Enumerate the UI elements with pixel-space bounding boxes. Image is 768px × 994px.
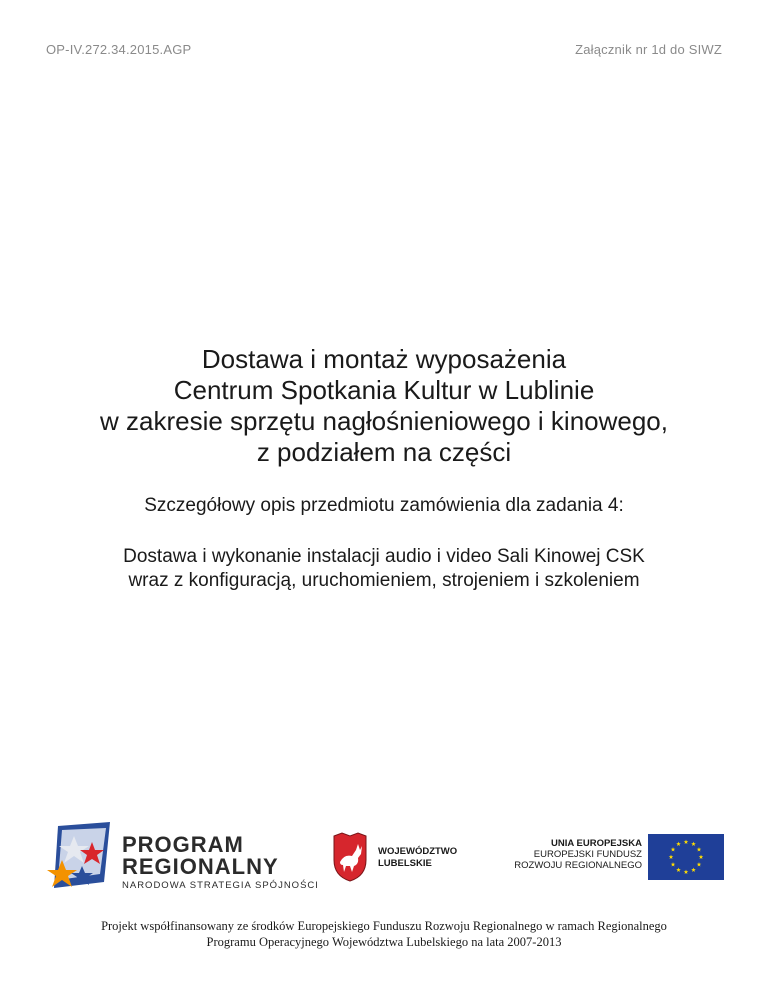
attachment-label: Załącznik nr 1d do SIWZ — [575, 42, 722, 57]
title-line: Centrum Spotkania Kultur w Lublinie — [173, 375, 595, 405]
eu-union-line: UNIA EUROPEJSKA — [551, 838, 642, 849]
eu-label — [514, 838, 642, 871]
title-line: z podziałem na części — [256, 437, 512, 467]
logos-bar — [0, 820, 768, 896]
eu-fund-line: EUROPEJSKI FUNDUSZ — [533, 849, 642, 860]
program-regionalny-logo — [44, 820, 334, 896]
document-subtitle: Szczegółowy opis przedmiotu zamówienia dla zadania 4: — [144, 495, 624, 516]
wojewodztwo-line: WOJEWÓDZTWO — [378, 846, 458, 857]
coat-of-arms-icon — [328, 832, 372, 882]
funding-line: Programu Operacyjnego Województwa Lubelskiego na lata 2007-2013 — [206, 935, 562, 949]
eu-regional-line: ROZWOJU REGIONALNEGO — [514, 860, 642, 871]
document-title — [0, 344, 768, 468]
wojewodztwo-lubelskie-logo — [328, 832, 488, 886]
program-regionalny-emblem-icon — [44, 822, 114, 894]
funding-line: Projekt współfinansowany ze środków Europejskiego Funduszu Rozwoju Regionalnego w ramach Regionalnego — [101, 919, 667, 933]
funding-note — [0, 918, 768, 950]
eu-logo — [496, 834, 724, 882]
lubelskie-line: LUBELSKIE — [378, 858, 432, 869]
eu-flag-icon — [648, 834, 724, 880]
wojewodztwo-label — [378, 846, 457, 870]
description-line: Dostawa i wykonanie instalacji audio i video Sali Kinowej CSK — [123, 546, 645, 567]
program-label: PROGRAM — [122, 832, 244, 857]
strategy-label: NARODOWA STRATEGIA SPÓJNOŚCI — [122, 880, 319, 891]
title-line: w zakresie sprzętu nagłośnieniowego i kinowego, — [100, 406, 668, 436]
regionalny-label: REGIONALNY — [122, 854, 279, 879]
document-reference: OP-IV.272.34.2015.AGP — [46, 42, 192, 57]
description-line: wraz z konfiguracją, uruchomieniem, strojeniem i szkoleniem — [128, 570, 640, 591]
task-description — [0, 545, 768, 593]
title-line: Dostawa i montaż wyposażenia — [201, 344, 567, 374]
